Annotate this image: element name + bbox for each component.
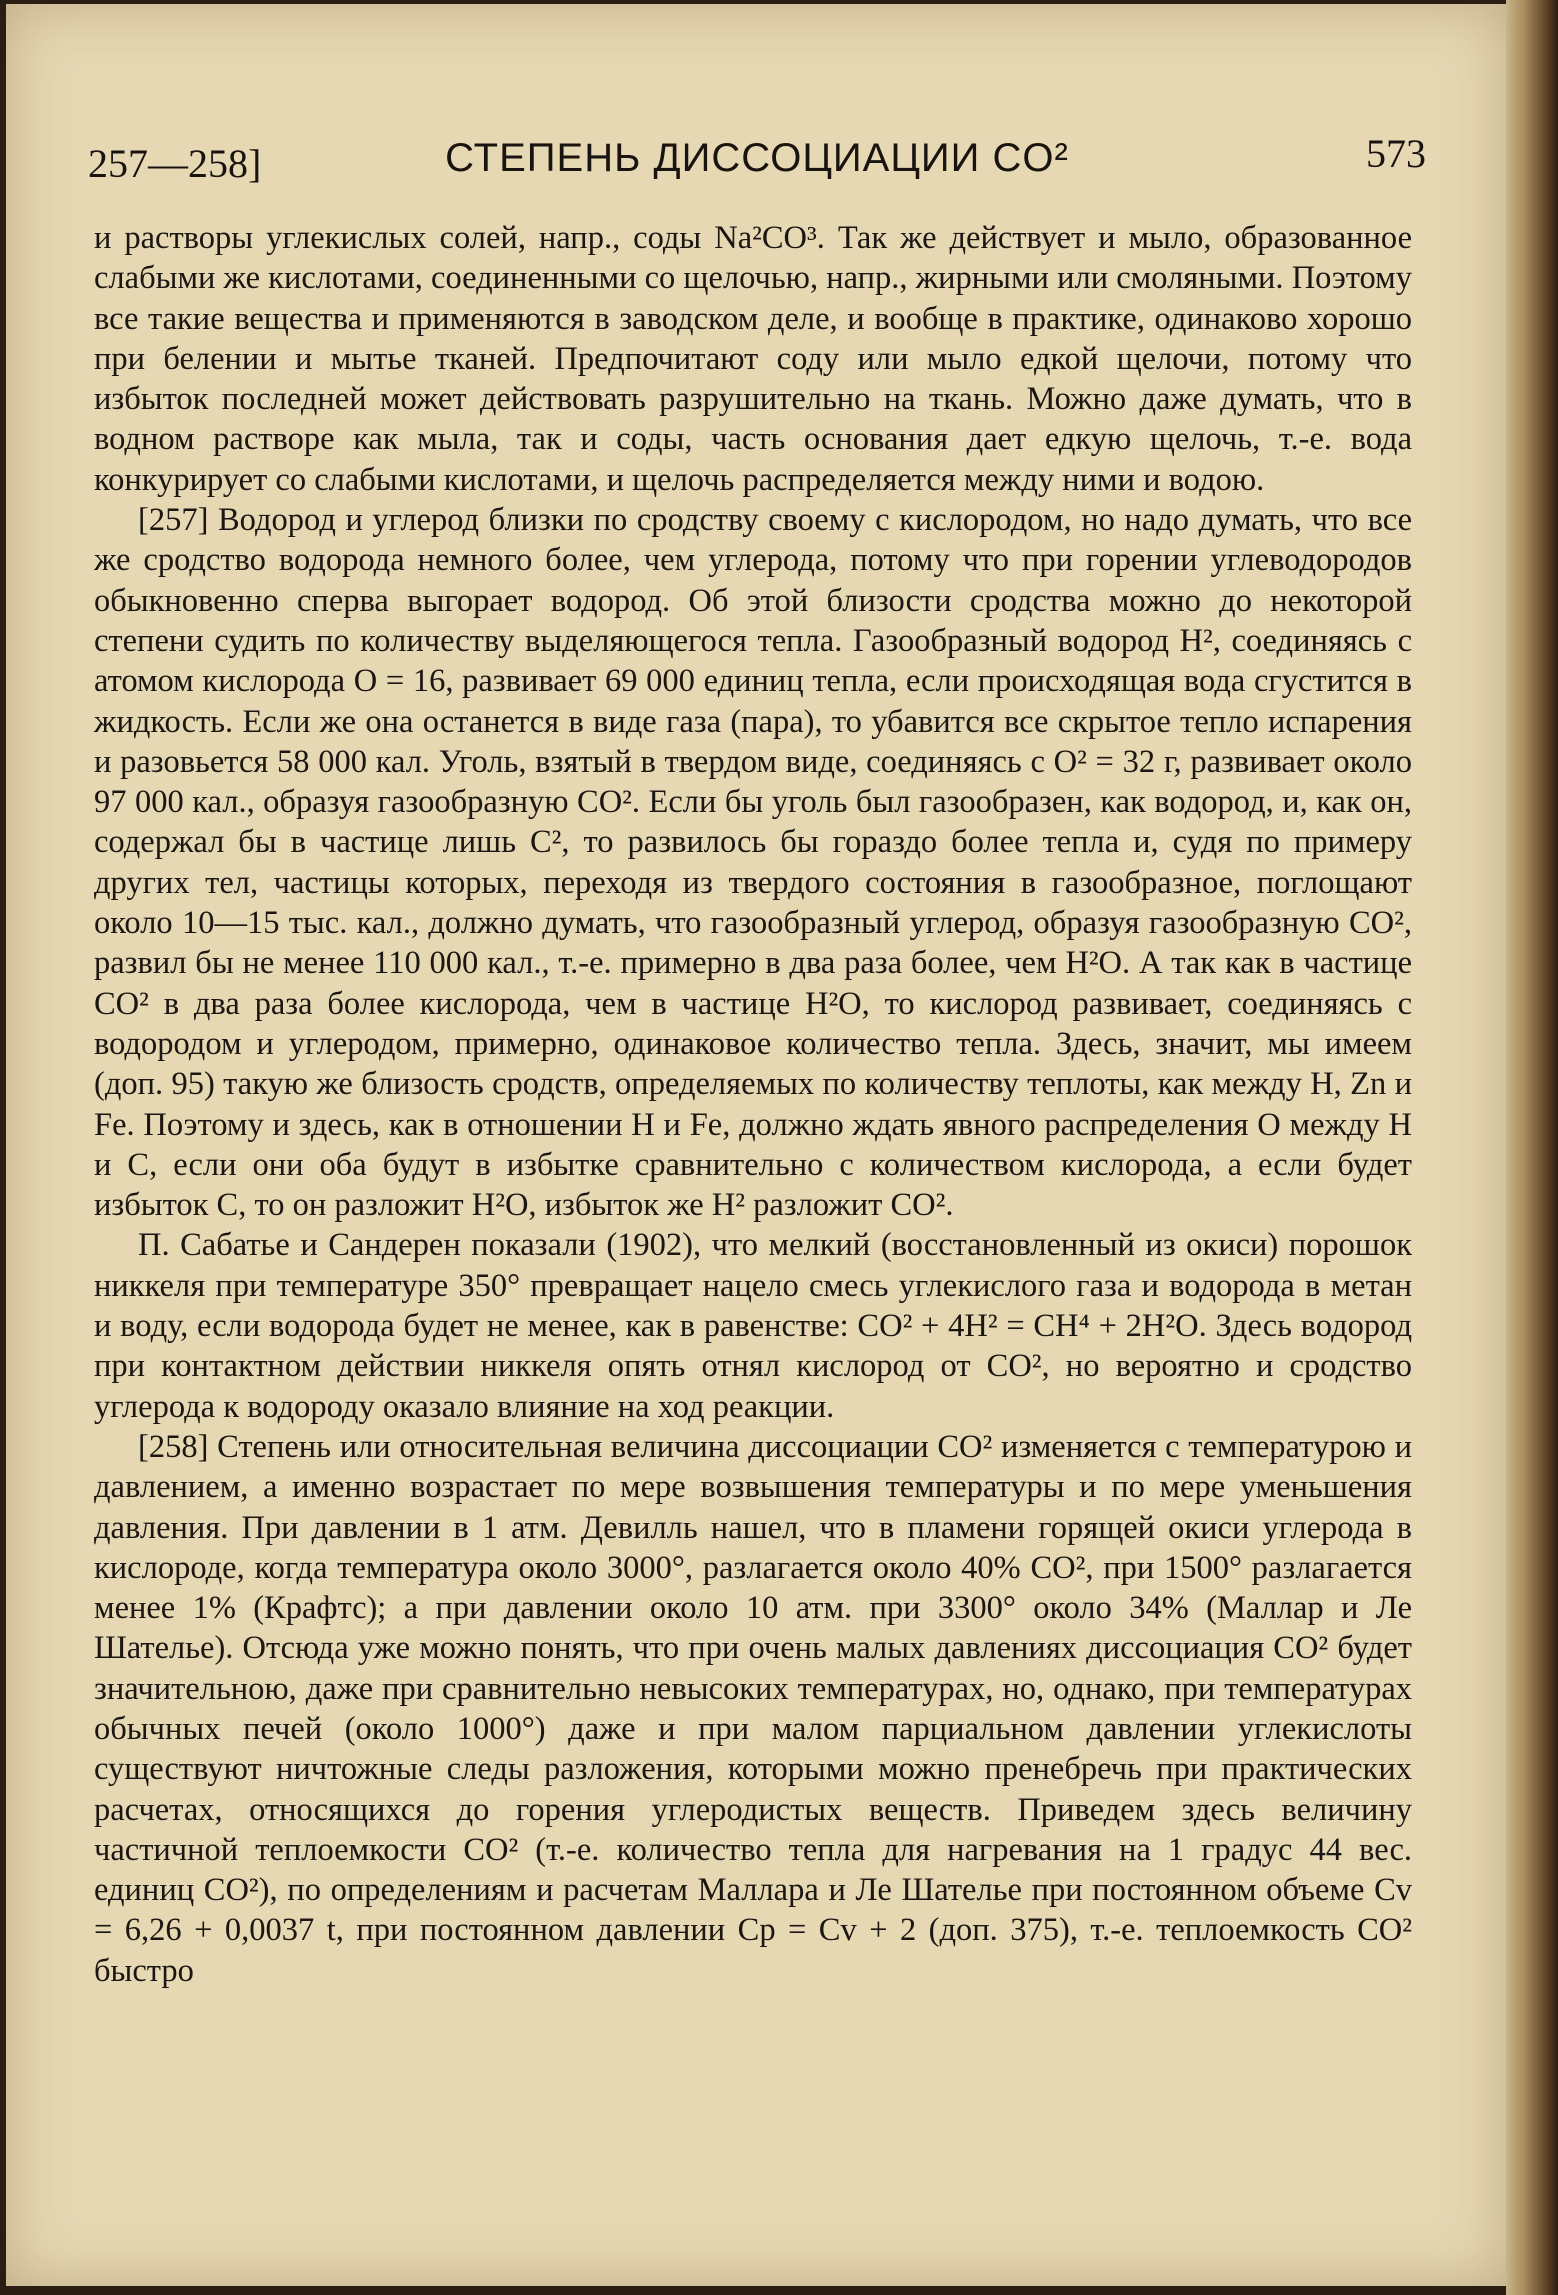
paragraph-257: [257] Водород и углерод близки по сродству своему с кислородом, но надо думать, что все же сродство водорода немного более, чем углерода, потому что при горении углеводородов обыкновенно сперва выгорает водород. Об этой близости сродства можно до некоторой степени судить по количеству выделяющегося тепла. Газообразный водород H², соединяясь с атомом кислорода O = 16, развивает 69 000 единиц тепла, если происходящая вода сгустится в жидкость. Если же она останется в виде газа (пара), то убавится все скрытое тепло испарения и разовьется 58 000 кал. Уголь, взятый в твердом виде, соединяясь с O² = 32 г, развивает около 97 000 кал., образуя газообразную CO². Если бы уголь был газообразен, как водород, и, как он, содержал бы в частице лишь C², то развилось бы гораздо более тепла и, судя по примеру других тел, частицы которых, переходя из твердого состояния в газообразное, поглощают около 10—15 тыс. кал., должно думать, что газообразный углерод, образуя газообразную CO², развил бы не менее 110 000 кал., т.-е. примерно в два раза более, чем H²O. А так как в частице CO² в два раза более кислорода, чем в частице H²O, то кислород развивает, соединяясь с водородом и углеродом, примерно, одинаковое количество тепла. Здесь, значит, мы имеем (доп. 95) такую же близость сродств, определяемых по количеству теплоты, как между H, Zn и Fe. Поэтому и здесь, как в отношении H и Fe, должно ждать явного распределения O между H и C, если они оба будут в избытке сравнительно с количеством кислорода, а если будет избыток C, то он разложит H²O, избыток же H² разложит CO². bbox=[94, 502, 1412, 1224]
paragraph-258: [258] Степень или относительная величина диссоциации CO² изменяется с температурою и давлением, а именно возрастает по мере возвышения температуры и по мере уменьшения давления. При давлении в 1 атм. Девилль нашел, что в пламени горящей окиси углерода в кислороде, когда температура около 3000°, разлагается около 40% CO², при 1500° разлагается менее 1% (Крафтс); а при давлении около 10 атм. при 3300° около 34% (Маллар и Ле Шателье). Отсюда уже можно понять, что при очень малых давлениях диссоциация CO² будет значительною, даже при сравнительно невысоких температурах, но, однако, при температурах обычных печей (около 1000°) даже и при малом парциальном давлении углекислоты существуют ничтожные следы разложения, которыми можно пренебречь при практических расчетах, относящихся до горения углеродистых веществ. Приведем здесь величину частичной теплоемкости CO² (т.-е. количество тепла для нагревания на 1 градус 44 вес. единиц CO²), по определениям и расчетам Маллара и Ле Шателье при постоянном объеме Cv = 6,26 + 0,0037 t, при постоянном давлении Cp = Cv + 2 (доп. 375), т.-е. теплоемкость CO² быстро bbox=[94, 1428, 1412, 1989]
page-body bbox=[94, 218, 1412, 1991]
paragraph-continued: и растворы углекислых солей, напр., соды Na²CO³. Так же действует и мыло, образованное слабыми же кислотами, соединенными со щелочью, напр., жирными или смоляными. Поэтому все такие вещества и применяются в заводском деле, и вообще в практике, одинаково хорошо при белении и мытье тканей. Предпочитают соду или мыло едкой щелочи, потому что избыток последней может действовать разрушительно на ткань. Можно даже думать, что в водном растворе как мыла, так и соды, часть основания дает едкую щелочь, т.-е. вода конкурирует со слабыми кислотами, и щелочь распределяется между ними и водою. bbox=[94, 220, 1412, 498]
page-edge-shadow bbox=[1506, 0, 1558, 2295]
page-header bbox=[88, 126, 1426, 186]
book-page bbox=[6, 4, 1506, 2286]
page-number: 573 bbox=[1366, 131, 1426, 176]
section-range: 257—258] bbox=[88, 141, 262, 186]
paragraph-sabatier: П. Сабатье и Сандерен показали (1902), что мелкий (восстановленный из окиси) порошок никкеля при температуре 350° превращает нацело смесь углекислого газа и водорода в метан и воду, если водорода будет не менее, как в равенстве: CO² + 4H² = CH⁴ + 2H²O. Здесь водород при контактном действии никкеля опять отнял кислород от CO², но вероятно и сродство углерода к водороду оказало влияние на ход реакции. bbox=[94, 1227, 1412, 1425]
running-title: СТЕПЕНЬ ДИССОЦИАЦИИ CO² bbox=[445, 136, 1069, 180]
